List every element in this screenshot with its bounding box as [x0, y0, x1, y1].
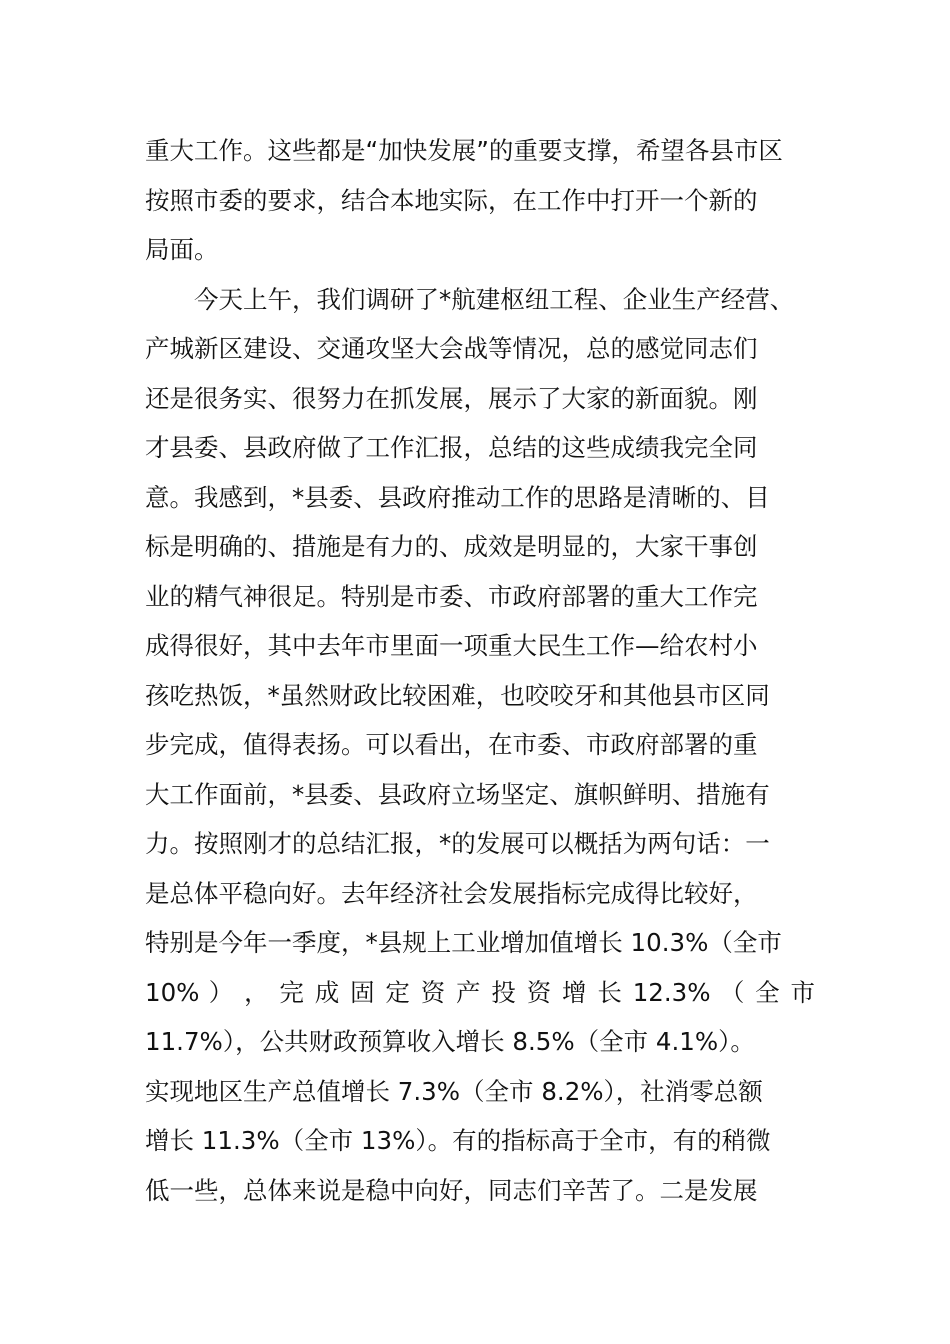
text-line: 还是很务实、很努力在抓发展，展示了大家的新面貌。刚	[145, 383, 758, 413]
text-line: 意。我感到，*县委、县政府推动工作的思路是清晰的、目	[145, 482, 770, 512]
text-line: 增长 11.3%（全市 13%）。有的指标高于全市，有的稍微	[145, 1126, 771, 1155]
text-line: 实现地区生产总值增长 7.3%（全市 8.2%），社消零总额	[145, 1076, 763, 1106]
text-line: 特别是今年一季度，*县规上工业增加值增长 10.3%（全市	[145, 928, 782, 957]
text-line: 局面。	[145, 235, 219, 264]
text-line: 大工作面前，*县委、县政府立场坚定、旗帜鲜明、措施有	[145, 779, 770, 809]
text-line: 11.7%），公共财政预算收入增长 8.5%（全市 4.1%）。	[145, 1027, 755, 1056]
text-line: 业的精气神很足。特别是市委、市政府部署的重大工作完	[145, 581, 758, 611]
text-line: 按照市委的要求，结合本地实际，在工作中打开一个新的	[145, 185, 758, 215]
text-line: 孩吃热饭，*虽然财政比较困难，也咬咬牙和其他县市区同	[145, 680, 770, 710]
text-line: 成得很好，其中去年市里面一项重大民生工作—给农村小	[145, 631, 758, 660]
text-line: 步完成，值得表扬。可以看出，在市委、市政府部署的重	[145, 730, 758, 759]
text-line: 标是明确的、措施是有力的、成效是明显的，大家干事创	[145, 532, 758, 561]
text-line: 力。按照刚才的总结汇报，*的发展可以概括为两句话：一	[145, 829, 770, 858]
text-line: 低一些，总体来说是稳中向好，同志们辛苦了。二是发展	[145, 1175, 758, 1205]
text-line: 10% ） ， 完 成 固 定 资 产 投 资 增 长 12.3% （ 全 市	[145, 977, 815, 1007]
text-line: 产城新区建设、交通攻坚大会战等情况，总的感觉同志们	[145, 334, 758, 363]
text-line: 今天上午，我们调研了*航建枢纽工程、企业生产经营、	[194, 284, 795, 314]
text-line: 重大工作。这些都是“加快发展”的重要支撑，希望各县市区	[145, 136, 783, 165]
body-text	[145, 126, 815, 1215]
text-line: 是总体平稳向好。去年经济社会发展指标完成得比较好，	[145, 878, 758, 908]
text-line: 才县委、县政府做了工作汇报，总结的这些成绩我完全同	[145, 433, 758, 462]
